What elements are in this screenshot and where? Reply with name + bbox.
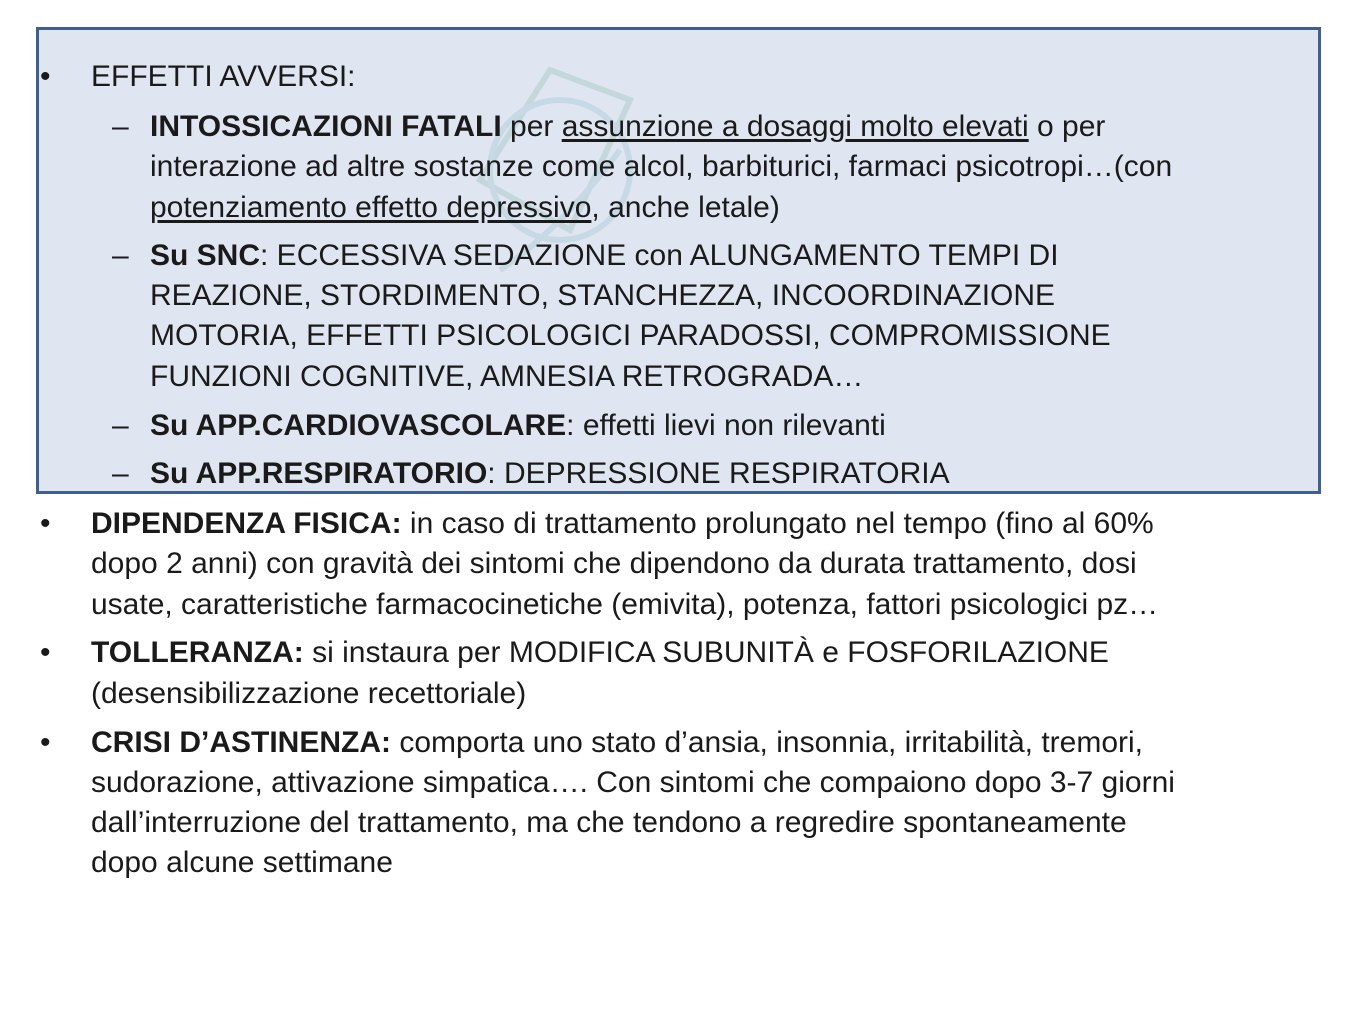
crisi-line-2: sudorazione, attivazione simpatica…. Con sintomi che compaiono dopo 3-7 giorni	[91, 766, 1175, 799]
cardio-text: : effetti lievi non rilevanti	[566, 409, 886, 442]
intossicazioni-underlined-2: potenziamento effetto depressivo	[150, 191, 592, 224]
dash-cardio: –	[112, 409, 129, 442]
snc-label: Su SNC	[150, 239, 261, 272]
dipendenza-label: DIPENDENZA FISICA:	[91, 507, 402, 540]
respiratorio-label: Su APP.RESPIRATORIO	[150, 457, 488, 490]
snc-line-2: REAZIONE, STORDIMENTO, STANCHEZZA, INCOORDINAZIONE	[150, 279, 1056, 312]
respiratorio-text: : DEPRESSIONE RESPIRATORIA	[487, 457, 950, 490]
crisi-line-3: dall’interruzione del trattamento, ma che tendono a regredire spontaneamente	[91, 806, 1127, 839]
tolleranza-text-1: si instaura per MODIFICA SUBUNITÀ e FOSFORILAZIONE	[303, 636, 1109, 669]
snc-line-1	[150, 239, 1059, 273]
cardio-line	[150, 409, 886, 443]
dash-intossicazioni: –	[112, 110, 129, 143]
bullet-crisi: •	[40, 726, 51, 759]
snc-line-4: FUNZIONI COGNITIVE, AMNESIA RETROGRADA…	[150, 360, 864, 393]
dash-snc: –	[112, 239, 129, 272]
snc-line-3: MOTORIA, EFFETTI PSICOLOGICI PARADOSSI, COMPROMISSIONE	[150, 319, 1111, 352]
dipendenza-line-3: usate, caratteristiche farmacocinetiche (emivita), potenza, fattori psicologici pz…	[91, 588, 1159, 621]
tolleranza-label: TOLLERANZA:	[91, 636, 304, 669]
intossicazioni-line-1	[150, 110, 1105, 144]
tolleranza-line-2: (desensibilizzazione recettoriale)	[91, 677, 527, 710]
bullet-effetti: •	[40, 60, 51, 93]
crisi-label: CRISI D’ASTINENZA:	[91, 726, 391, 759]
intossicazioni-underlined-1: assunzione a dosaggi molto elevati	[561, 110, 1029, 143]
dipendenza-text-1: in caso di trattamento prolungato nel tempo (fino al 60%	[401, 507, 1154, 540]
intossicazioni-label: INTOSSICAZIONI FATALI	[150, 110, 502, 143]
dipendenza-line-1	[91, 507, 1154, 541]
respiratorio-line	[150, 457, 950, 491]
intossicazioni-text-3: , anche letale)	[591, 191, 780, 224]
intossicazioni-line-2: interazione ad altre sostanze come alcol, barbiturici, farmaci psicotropi…(con	[150, 150, 1173, 183]
crisi-line-1	[91, 726, 1143, 760]
dipendenza-line-2: dopo 2 anni) con gravità dei sintomi che dipendono da durata trattamento, dosi	[91, 547, 1137, 580]
snc-text-1: : ECCESSIVA SEDAZIONE con ALUNGAMENTO TEMPI DI	[260, 239, 1059, 272]
dash-respiratorio: –	[112, 457, 129, 490]
crisi-text-1: comporta uno stato d’ansia, insonnia, irritabilità, tremori,	[391, 726, 1144, 759]
bullet-dipendenza: •	[40, 507, 51, 540]
intossicazioni-text-1: per	[510, 110, 554, 143]
tolleranza-line-1	[91, 636, 1109, 670]
bullet-tolleranza: •	[40, 636, 51, 669]
cardio-label: Su APP.CARDIOVASCOLARE	[150, 409, 567, 442]
crisi-line-4: dopo alcune settimane	[91, 846, 393, 879]
intossicazioni-line-3	[150, 191, 780, 225]
effetti-avversi-heading: EFFETTI AVVERSI:	[91, 60, 356, 93]
intossicazioni-text-2: o per	[1037, 110, 1106, 143]
